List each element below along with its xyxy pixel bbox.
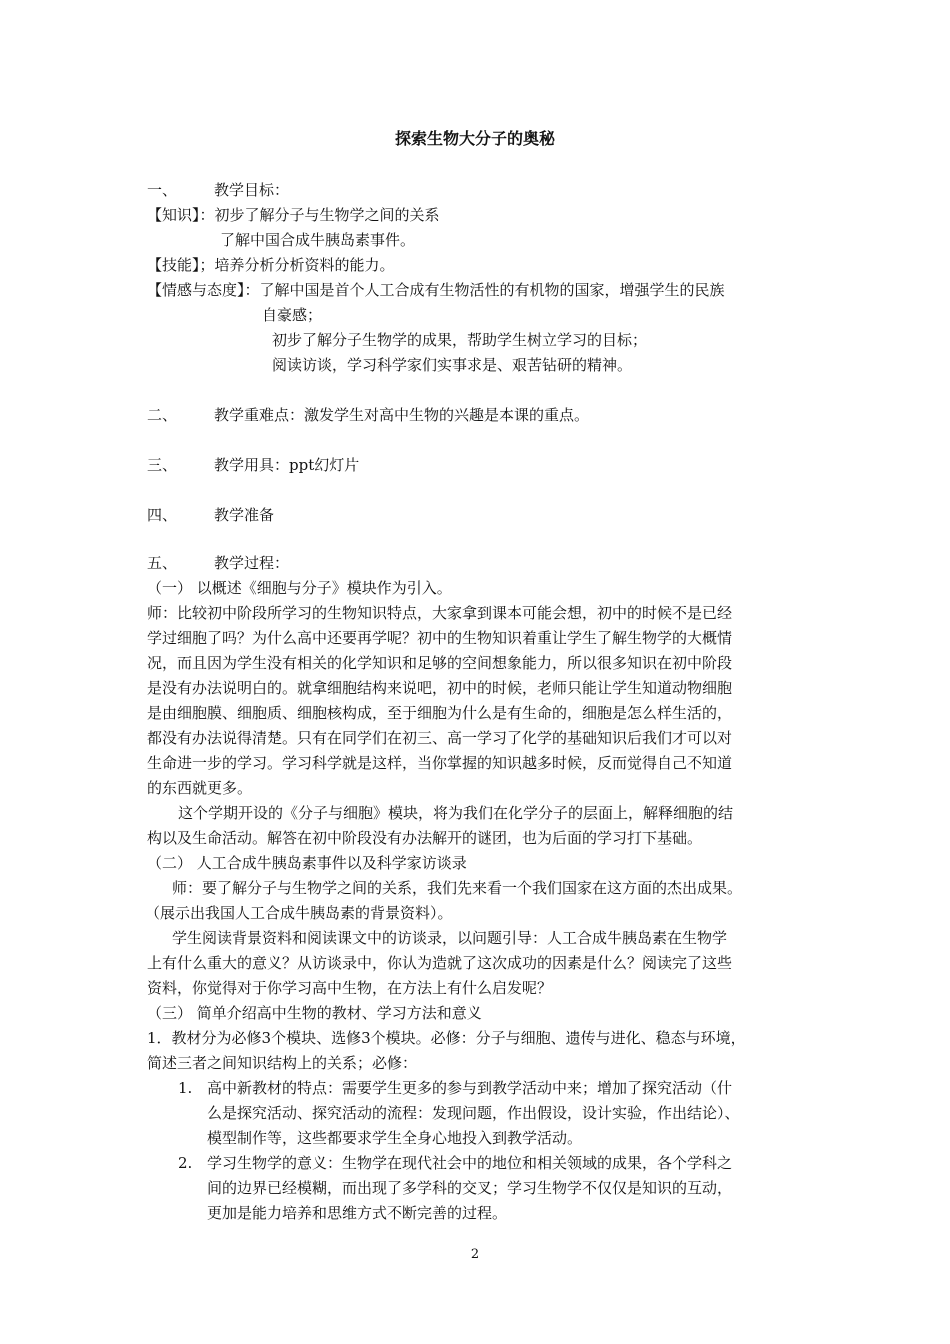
list-item-number: 2. <box>178 1154 193 1172</box>
part1-heading: （一） 以概述《细胞与分子》模块作为引入。 <box>147 579 452 597</box>
skill-line: 【技能】；培养分析分析资料的能力。 <box>147 256 395 274</box>
key-points-number: 二、 <box>147 406 178 424</box>
paragraph-line: 构以及生命活动。解答在初中阶段没有办法解开的谜团，也为后面的学习打下基础。 <box>147 829 703 847</box>
knowledge-line-1: 【知识】：初步了解分子与生物学之间的关系 <box>147 206 440 224</box>
process-heading <box>147 553 289 573</box>
attitude-line-4: 阅读访谈，学习科学家们实事求是、艰苦钻研的精神。 <box>272 356 633 374</box>
list-item-text: 高中新教材的特点：需要学生更多的参与到教学活动中来；增加了探究活动（什 <box>207 1079 733 1097</box>
paragraph-line: 学生阅读背景资料和阅读课文中的访谈录，以问题引导：人工合成牛胰岛素在生物学 <box>172 929 728 947</box>
part3-heading: （三） 简单介绍高中生物的教材、学习方法和意义 <box>147 1004 482 1022</box>
tools-number: 三、 <box>147 456 178 474</box>
paragraph-line: 的东西就更多。 <box>147 779 253 797</box>
document-title: 探索生物大分子的奥秘 <box>394 129 555 148</box>
list-item-text: 学习生物学的意义：生物学在现代社会中的地位和相关领域的成果，各个学科之 <box>207 1154 733 1172</box>
preparation-number: 四、 <box>147 506 178 524</box>
paragraph-line: 1．教材分为必修3个模块、选修3个模块。必修：分子与细胞、遗传与进化、稳态与环境， <box>147 1029 746 1047</box>
key-points-line <box>147 405 589 425</box>
attitude-line-1: 【情感与态度】：了解中国是首个人工合成有生物活性的有机物的国家，增强学生的民族 <box>147 281 725 299</box>
list-item-number: 1. <box>178 1079 193 1097</box>
process-number: 五、 <box>147 554 178 572</box>
list-item-line: 更加是能力培养和思维方式不断完善的过程。 <box>207 1204 508 1222</box>
paragraph-line: 是由细胞膜、细胞质、细胞核构成，至于细胞为什么是有生命的，细胞是怎么样生活的， <box>147 704 733 722</box>
goals-heading <box>147 180 289 200</box>
list-item-line: 模型制作等，这些都要求学生全身心地投入到教学活动。 <box>207 1129 583 1147</box>
paragraph-line: 学过细胞了吗？为什么高中还要再学呢？初中的生物知识着重让学生了解生物学的大概情 <box>147 629 733 647</box>
page-number: 2 <box>470 1247 480 1262</box>
knowledge-line-2: 了解中国合成牛胰岛素事件。 <box>220 231 416 249</box>
list-item <box>178 1078 732 1098</box>
tools-line <box>147 455 359 475</box>
process-heading-text: 教学过程： <box>214 554 290 572</box>
paragraph-line: 资料，你觉得对于你学习高中生物，在方法上有什么启发呢？ <box>147 979 553 997</box>
paragraph-line: 都没有办法说得清楚。只有在同学们在初三、高一学习了化学的基础知识后我们才可以对 <box>147 729 733 747</box>
list-item-line: 么是探究活动、探究活动的流程：发现问题，作出假设，设计实验，作出结论）、 <box>207 1104 740 1122</box>
preparation-line <box>147 505 274 525</box>
paragraph-line: 况，而且因为学生没有相关的化学知识和足够的空间想象能力，所以很多知识在初中阶段 <box>147 654 733 672</box>
paragraph-line: 师：比较初中阶段所学习的生物知识特点，大家拿到课本可能会想，初中的时候不是已经 <box>147 604 733 622</box>
goals-number: 一、 <box>147 181 178 199</box>
paragraph-line: 上有什么重大的意义？从访谈录中，你认为造就了这次成功的因素是什么？阅读完了这些 <box>147 954 733 972</box>
paragraph-line: 这个学期开设的《分子与细胞》模块，将为我们在化学分子的层面上，解释细胞的结 <box>178 804 734 822</box>
paragraph-line: 生命进一步的学习。学习科学就是这样，当你掌握的知识越多时候，反而觉得自己不知道 <box>147 754 733 772</box>
attitude-line-2: 自豪感； <box>262 306 323 324</box>
tools-text: 教学用具：ppt幻灯片 <box>214 456 360 474</box>
goals-heading-text: 教学目标： <box>214 181 290 199</box>
list-item <box>178 1153 732 1173</box>
paragraph-line: 师：要了解分子与生物学之间的关系，我们先来看一个我们国家在这方面的杰出成果。 <box>172 879 743 897</box>
paragraph-line: 是没有办法说明白的。就拿细胞结构来说吧，初中的时候，老师只能让学生知道动物细胞 <box>147 679 733 697</box>
attitude-line-3: 初步了解分子生物学的成果，帮助学生树立学习的目标； <box>272 331 648 349</box>
list-item-line: 间的边界已经模糊，而出现了多学科的交叉；学习生物学不仅仅是知识的互动， <box>207 1179 733 1197</box>
preparation-text: 教学准备 <box>214 506 275 524</box>
paragraph-line: 简述三者之间知识结构上的关系；必修： <box>147 1054 418 1072</box>
key-points-text: 教学重难点：激发学生对高中生物的兴趣是本课的重点。 <box>214 406 590 424</box>
paragraph-line: （展示出我国人工合成牛胰岛素的背景资料）。 <box>145 904 453 922</box>
part2-heading: （二） 人工合成牛胰岛素事件以及科学家访谈录 <box>147 854 467 872</box>
